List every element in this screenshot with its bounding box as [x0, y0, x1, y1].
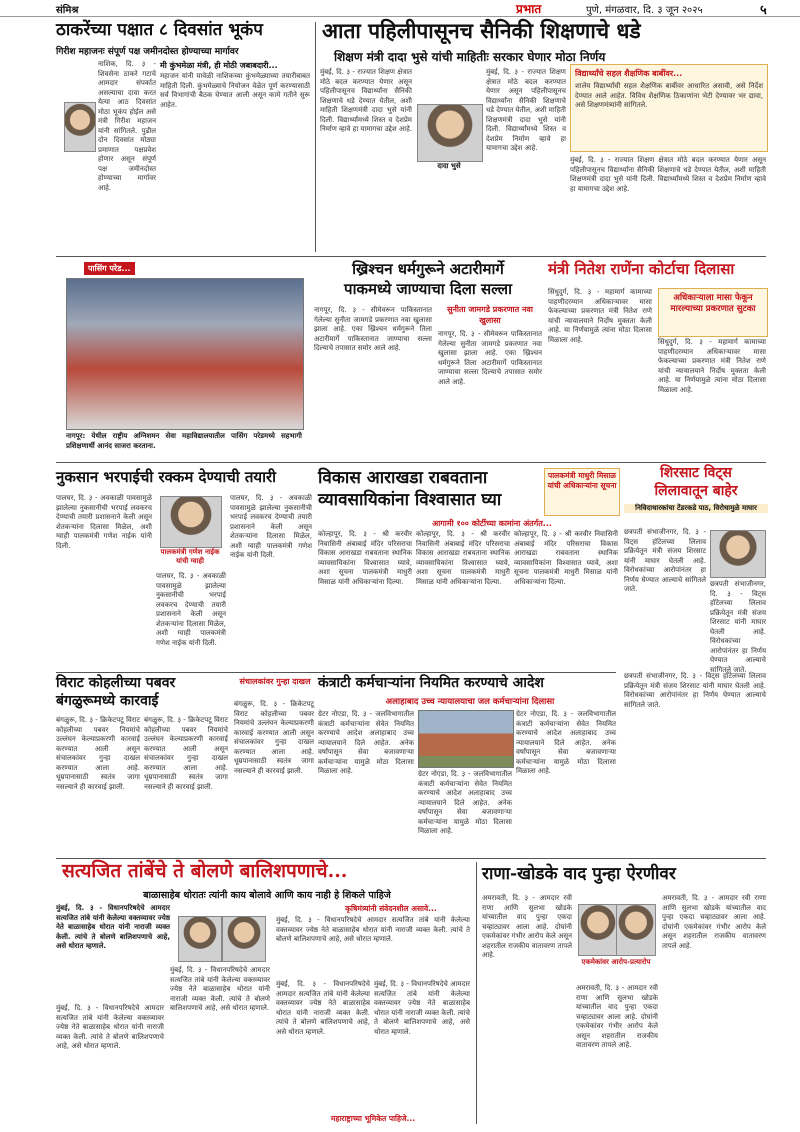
story4-headline-line2: पाकमध्ये जाण्याचा दिला सल्ला [344, 280, 512, 298]
story11-col2: मुंबई, दि. ३ - विधानपरिषदेचे आमदार सत्यजित तांबे यांनी केलेल्या वक्तव्यावर ज्येष्ठ नेते बाळासाहेब थोरात यांनी नाराजी व्यक्त केली. त्यांचे ते बोलणे बालिशपणाचे आहे, असे थोरात म्हणाले. [170, 966, 270, 1012]
story4-body-cont: नागपूर, दि. ३ - सीमेवरून पाकिस्तानात गेलेल्या सुनीता जामगडे प्रकरणात नवा खुलासा झाला आहे. एका ख्रिश्चन धर्मगुरूने तिला अटारीमार्गे पाकिस्तानात जाण्याचा सल्ला दिल्याचे तपासात समोर आले आहे. [438, 330, 542, 386]
top-bar [0, 0, 800, 17]
story2-body-right: मुंबई, दि. ३ - राज्यात शिक्षण क्षेत्रात मोठे बदल करण्यात येणार असून पहिलीपासूनच विद्यार्थ्यांना सैनिकी शिक्षणाचे धडे देण्यात येतील, अशी माहिती शिक्षणमंत्री दादा भुसे यांनी दिली. विद्यार्थ्यांमध्ये शिस्त व देशप्रेम निर्माण व्हावे हा यामागचा उद्देश आहे. [570, 156, 766, 193]
story1-body2: महाजन यांनी यावेळी नाशिकच्या कुंभमेळ्याच्या तयारीबाबत माहिती दिली. कुंभमेळ्याचे नियोजन वेळेत पूर्ण करण्यासाठी सर्व विभागांची बैठक घेण्यात आली असून कामे गतीने सुरू आहेत. [160, 72, 310, 109]
story4-headline-line1: ख्रिश्चन धर्मगुरूने अटारीमार्गे [352, 260, 504, 278]
story1-subheadline: गिरीश महाजनः संपूर्ण पक्ष जमीनदोस्त होण्याच्या मार्गावर [56, 47, 239, 57]
story11-subheadline: बाळासाहेब थोरातः त्यांनी काय बोलावे आणि काय नाही हे शिकले पाहिजे [143, 890, 391, 901]
bhuse-photo [417, 104, 483, 162]
story10-body-right: ग्रेटर नोएडा, दि. ३ - जलविभागातील कंत्राटी कर्मचाऱ्यांना सेवेत नियमित करण्याचे आदेश अलाहाबाद उच्च न्यायालयाने दिले आहेत. अनेक वर्षांपासून सेवा बजावणाऱ्या कर्मचाऱ्यांना यामुळे मोठा दिलासा मिळाला आहे. [516, 710, 616, 775]
story9-headline-line2: बंगळुरूमध्ये कारवाई [56, 693, 159, 709]
excursion-box [570, 64, 768, 152]
rana-photo [578, 904, 618, 956]
story4-subheadline: सुनीता जामगडे प्रकरणात नवा खुलासा [447, 305, 533, 325]
section-label: संमिश्र [56, 5, 79, 16]
passing-parade-tag: पासिंग परेड... [84, 262, 135, 275]
story4-body: नागपूर, दि. ३ - सीमेवरून पाकिस्तानात गेलेल्या सुनीता जामगडे प्रकरणात नवा खुलासा झाला आहे. एका ख्रिश्चन धर्मगुरूने तिला अटारीमार्गे पाकिस्तानात जाण्याचा सल्ला दिल्याचे तपासात समोर आले आहे. [314, 306, 432, 352]
story7-headline-line2: व्यावसायिकांना विश्वासात घ्या [318, 490, 502, 510]
story2-body: मुंबई, दि. ३ - राज्यात शिक्षण क्षेत्रात मोठे बदल करण्यात येणार असून पहिलीपासूनच विद्यार्थ्यांना सैनिकी शिक्षणाचे धडे देण्यात येतील, अशी माहिती शिक्षणमंत्री दादा भुसे यांनी दिली. विद्यार्थ्यांमध्ये शिस्त व देशप्रेम निर्माण व्हावे हा यामागचा उद्देश आहे. [320, 68, 413, 133]
story9-small-headline: संचालकांवर गुन्हा दाखल [239, 677, 311, 686]
story12-headline: राणा-खोडके वाद पुन्हा ऐरणीवर [482, 864, 676, 884]
story7-body-right: कोल्हापूर, दि. ३ - श्री करवीर निवासिनी अंबाबाई मंदिर परिसराचा विकास आराखडा राबवताना स्थानिक व्यावसायिकांना विश्वासात घ्यावे, अशा सूचना पालकमंत्री माधुरी मिसाळ यांनी अधिकाऱ्यांना दिल्या. [514, 530, 618, 586]
story5-body-cont: सिंधुदुर्ग, दि. ३ - महामार्ग कामाच्या पाहणीदरम्यान अधिकाऱ्यावर मासा फेकल्याच्या प्रकरणात मंत्री नितेश राणे यांची न्यायालयाने निर्दोष मुक्तता केली आहे. या निर्णयामुळे त्यांना मोठा दिलासा मिळाला आहे. [658, 338, 766, 394]
story8-body: छत्रपती संभाजीनगर, दि. ३ - विट्स हॉटेलच्या लिलाव प्रक्रियेतून मंत्री संजय शिरसाट यांनी माघार घेतली आहे. विरोधकांच्या आरोपांनंतर हा निर्णय घेण्यात आल्याचे सांगितले जाते. [624, 528, 706, 593]
tambe-photo [178, 916, 222, 962]
story8-body-lower: छत्रपती संभाजीनगर, दि. ३ - विट्स हॉटेलच्या लिलाव प्रक्रियेतून मंत्री संजय शिरसाट यांनी माघार घेतली आहे. विरोधकांच्या आरोपांनंतर हा निर्णय घेण्यात आल्याचे सांगितले जाते. [624, 672, 766, 709]
story1-body: नाशिक, दि. ३ - शिवसेना ठाकरे गटाचे आमदार संपर्कात असल्याचा दावा करत येत्या आठ दिवसांत मोठा भूकंप होईल असे मंत्री गिरीश महाजन यांनी सांगितले. पुढील दोन दिवसांत मोठ्या प्रमाणात पक्षप्रवेश होणार असून संपूर्ण पक्ष जमीनदोस्त होण्याच्या मार्गावर आहे. [98, 60, 156, 192]
khodke-photo [616, 904, 656, 956]
story7-bar: आगामी १०० कोटींच्या कामांना अंतर्गत... [432, 519, 552, 528]
story6-caption: पालकमंत्री गणेश नाईक यांची ग्वाही [160, 548, 220, 565]
story9-body-cont: बंगळुरू, दि. ३ - क्रिकेटपटू विराट कोहलीच्या पबवर नियमांचे उल्लंघन केल्याप्रकरणी कारवाई करण्यात आली असून संचालकांवर गुन्हा दाखल करण्यात आला आहे. धूम्रपानासाठी स्वतंत्र जागा नसल्याने ही कारवाई झाली. [144, 716, 228, 791]
naik-photo [160, 496, 222, 548]
story11-body-lower: मुंबई, दि. ३ - विधानपरिषदेचे आमदार सत्यजित तांबे यांनी केलेल्या वक्तव्यावर ज्येष्ठ नेते बाळासाहेब थोरात यांनी नाराजी व्यक्त केली. त्यांचे ते बोलणे बालिशपणाचे आहे, असे थोरात म्हणाले. [56, 1004, 164, 1050]
dateline: पुणे, मंगळवार, दि. ३ जून २०२५ [586, 5, 703, 16]
story12-body: अमरावती, दि. ३ - आमदार रवी राणा आणि सुलभा खोडके यांच्यातील वाद पुन्हा एकदा चव्हाट्यावर आला आहे. दोघांनी एकमेकांवर गंभीर आरोप केले असून शहरातील राजकीय वातावरण तापले आहे. [482, 894, 572, 959]
story11-body: मुंबई, दि. ३ - विधानपरिषदेचे आमदार सत्यजित तांबे यांनी केलेल्या वक्तव्यावर ज्येष्ठ नेते बाळासाहेब थोरात यांनी नाराजी व्यक्त केली. त्यांचे ते बोलणे बालिशपणाचे आहे, असे थोरात म्हणाले. [56, 904, 170, 950]
story6-body-right: पालघर, दि. ३ - अवकाळी पावसामुळे झालेल्या नुकसानीची भरपाई लवकरच देण्याची तयारी प्रशासनाने केली असून शेतकऱ्यांना दिलासा मिळेल, अशी ग्वाही पालकमंत्री गणेश नाईक यांनी दिली. [230, 494, 312, 559]
story9-body: बंगळुरू, दि. ३ - क्रिकेटपटू विराट कोहलीच्या पबवर नियमांचे उल्लंघन केल्याप्रकरणी कारवाई करण्यात आली असून संचालकांवर गुन्हा दाखल करण्यात आला आहे. धूम्रपानासाठी स्वतंत्र जागा नसल्याने ही कारवाई झाली. [56, 716, 140, 791]
story5-headline: मंत्री नितेश राणेंना कोर्टाचा दिलासा [548, 260, 735, 278]
story8-headline-line2: लिलावातून बाहेर [654, 483, 738, 499]
story6-body: पालघर, दि. ३ - अवकाळी पावसामुळे झालेल्या नुकसानीची भरपाई लवकरच देण्याची तयारी प्रशासनाने केली असून शेतकऱ्यांना दिलासा मिळेल, अशी ग्वाही पालकमंत्री गणेश नाईक यांनी दिली. [56, 494, 152, 550]
story10-headline: कंत्राटी कर्मचाऱ्यांना नियमित करण्याचे आदेश [318, 675, 544, 691]
story11-headline: सत्यजित तांबेंचे ते बोलणे बालिशपणाचे... [62, 860, 348, 882]
story5-box: अधिकाऱ्याला मासा फेकून मारल्याच्या प्रकरणात सुटका [658, 288, 768, 337]
story11-col3: मुंबई, दि. ३ - विधानपरिषदेचे आमदार सत्यजित तांबे यांनी केलेल्या वक्तव्यावर ज्येष्ठ नेते बाळासाहेब थोरात यांनी नाराजी व्यक्त केली. त्यांचे ते बोलणे बालिशपणाचे आहे, असे थोरात म्हणाले. [276, 980, 370, 1036]
story2-subheadline: शिक्षण मंत्री दादा भुसे यांची माहितीः सरकार घेणार मोठा निर्णय [334, 50, 606, 64]
story11-aside: कृषिमंत्र्यांनी संवेदनशील असावे... [345, 904, 437, 913]
story8-body-cont: छत्रपती संभाजीनगर, दि. ३ - विट्स हॉटेलच्या लिलाव प्रक्रियेतून मंत्री संजय शिरसाट यांनी माघार घेतली आहे. विरोधकांच्या आरोपांनंतर हा निर्णय घेण्यात आल्याचे सांगितले जाते. [710, 580, 766, 674]
story7-side-box: पालकमंत्री माधुरी मिसाळ यांची अधिकाऱ्यांना सूचना [544, 468, 620, 516]
column-rule [315, 22, 316, 252]
story12-body-cont: अमरावती, दि. ३ - आमदार रवी राणा आणि सुलभा खोडके यांच्यातील वाद पुन्हा एकदा चव्हाट्यावर आला आहे. दोघांनी एकमेकांवर गंभीर आरोप केले असून शहरातील राजकीय वातावरण तापले आहे. [576, 984, 658, 1049]
story10-body: ग्रेटर नोएडा, दि. ३ - जलविभागातील कंत्राटी कर्मचाऱ्यांना सेवेत नियमित करण्याचे आदेश अलाहाबाद उच्च न्यायालयाने दिले आहेत. अनेक वर्षांपासून सेवा बजावणाऱ्या कर्मचाऱ्यांना यामुळे मोठा दिलासा मिळाला आहे. [318, 710, 414, 775]
excursion-box-body: शालेय विद्यार्थ्यांची सहल शैक्षणिक बाबींवर आधारित असावी, असे निर्देश देण्यात आले आहेत. विविध शैक्षणिक ठिकाणांना भेटी देण्यावर भर द्यावा, असे शिक्षणमंत्र्यांनी सांगितले. [575, 82, 763, 109]
parade-caption: नागपूर: येथील राष्ट्रीय अग्निशमन सेवा महाविद्यालयातील पासिंग परेडमध्ये सहभागी प्रशिक्षणार्थी आनंद साजरा करताना. [66, 432, 302, 450]
story11-body-cont: मुंबई, दि. ३ - विधानपरिषदेचे आमदार सत्यजित तांबे यांनी केलेल्या वक्तव्यावर ज्येष्ठ नेते बाळासाहेब थोरात यांनी नाराजी व्यक्त केली. त्यांचे ते बोलणे बालिशपणाचे आहे, असे थोरात म्हणाले. [276, 916, 470, 943]
story2-body-cont: मुंबई, दि. ३ - राज्यात शिक्षण क्षेत्रात मोठे बदल करण्यात येणार असून पहिलीपासूनच विद्यार्थ्यांना सैनिकी शिक्षणाचे धडे देण्यात येतील, अशी माहिती शिक्षणमंत्री दादा भुसे यांनी दिली. विद्यार्थ्यांमध्ये शिस्त व देशप्रेम निर्माण व्हावे हा यामागचा उद्देश आहे. [486, 68, 566, 152]
story2-headline: आता पहिलीपासूनच सैनिकी शिक्षणाचे धडे [322, 18, 641, 43]
story12-body-right: अमरावती, दि. ३ - आमदार रवी राणा आणि सुलभा खोडके यांच्यातील वाद पुन्हा एकदा चव्हाट्यावर आला आहे. दोघांनी एकमेकांवर गंभीर आरोप केले असून शहरातील राजकीय वातावरण तापले आहे. [662, 894, 766, 950]
story10-subheadline: अलाहाबाद उच्च न्यायालयाचा जल कर्मचाऱ्यांना दिलासा [385, 697, 555, 707]
story8-headline-line1: शिरसाट विट्स [660, 465, 732, 481]
story11-col4: मुंबई, दि. ३ - विधानपरिषदेचे आमदार सत्यजित तांबे यांनी केलेल्या वक्तव्यावर ज्येष्ठ नेते बाळासाहेब थोरात यांनी नाराजी व्यक्त केली. त्यांचे ते बोलणे बालिशपणाचे आहे, असे थोरात म्हणाले. [374, 980, 470, 1036]
story12-caption: एकमेकांवर आरोप-प्रत्यारोप [581, 958, 651, 966]
masthead-logo: प्रभात [516, 2, 542, 16]
page-number: ५ [760, 3, 767, 18]
story7-body-cont: कोल्हापूर, दि. ३ - श्री करवीर निवासिनी अंबाबाई मंदिर परिसराचा विकास आराखडा राबवताना स्थानिक व्यावसायिकांना विश्वासात घ्यावे, अशा सूचना पालकमंत्री माधुरी मिसाळ यांनी अधिकाऱ्यांना दिल्या. [416, 530, 510, 586]
story8-subheadline: निविदाधारकांचा टेंडरकडे पाठ, विरोधामुळे माघार [624, 504, 768, 513]
excursion-box-title: विद्यार्थ्यांचे सहल शैक्षणिक बाबींवर... [575, 69, 683, 78]
story11-kicker: महाराष्ट्राच्या भूमिकेत पाहिजे... [330, 1114, 416, 1123]
story6-headline: नुकसान भरपाईची रक्कम देण्याची तयारी [56, 468, 276, 486]
story7-body: कोल्हापूर, दि. ३ - श्री करवीर निवासिनी अंबाबाई मंदिर परिसराचा विकास आराखडा राबवताना स्थानिक व्यावसायिकांना विश्वासात घ्यावे, अशा सूचना पालकमंत्री माधुरी मिसाळ यांनी अधिकाऱ्यांना दिल्या. [318, 530, 412, 586]
story5-body: सिंधुदुर्ग, दि. ३ - महामार्ग कामाच्या पाहणीदरम्यान अधिकाऱ्यावर मासा फेकल्याच्या प्रकरणात मंत्री नितेश राणे यांची न्यायालयाने निर्दोष मुक्तता केली आहे. या निर्णयामुळे त्यांना मोठा दिलासा मिळाला आहे. [548, 288, 652, 344]
story9-headline-line1: विराट कोहलीच्या पबवर [56, 675, 176, 691]
shirsat-photo [710, 530, 766, 578]
story7-headline-line1: विकास आराखडा राबवताना [318, 468, 488, 488]
story1-quote: मी कुंभमेळा मंत्री, ही मोठी जबाबदारी... [160, 61, 278, 70]
parade-photo [66, 278, 304, 430]
court-building-photo [418, 710, 514, 768]
thorat-photo [222, 916, 266, 962]
story1-headline: ठाकरेंच्या पक्षात ८ दिवसांत भूकंप [56, 20, 263, 40]
story6-body-cont: पालघर, दि. ३ - अवकाळी पावसामुळे झालेल्या नुकसानीची भरपाई लवकरच देण्याची तयारी प्रशासनाने केली असून शेतकऱ्यांना दिलासा मिळेल, अशी ग्वाही पालकमंत्री गणेश नाईक यांनी दिली. [156, 572, 226, 647]
story2-photo-caption: दादा भुसे [437, 162, 461, 170]
story10-body-cont: ग्रेटर नोएडा, दि. ३ - जलविभागातील कंत्राटी कर्मचाऱ्यांना सेवेत नियमित करण्याचे आदेश अलाहाबाद उच्च न्यायालयाने दिले आहेत. अनेक वर्षांपासून सेवा बजावणाऱ्या कर्मचाऱ्यांना यामुळे मोठा दिलासा मिळाला आहे. [418, 770, 512, 835]
story9-body-right: बंगळुरू, दि. ३ - क्रिकेटपटू विराट कोहलीच्या पबवर नियमांचे उल्लंघन केल्याप्रकरणी कारवाई करण्यात आली असून संचालकांवर गुन्हा दाखल करण्यात आला आहे. धूम्रपानासाठी स्वतंत्र जागा नसल्याने ही कारवाई झाली. [234, 700, 314, 775]
